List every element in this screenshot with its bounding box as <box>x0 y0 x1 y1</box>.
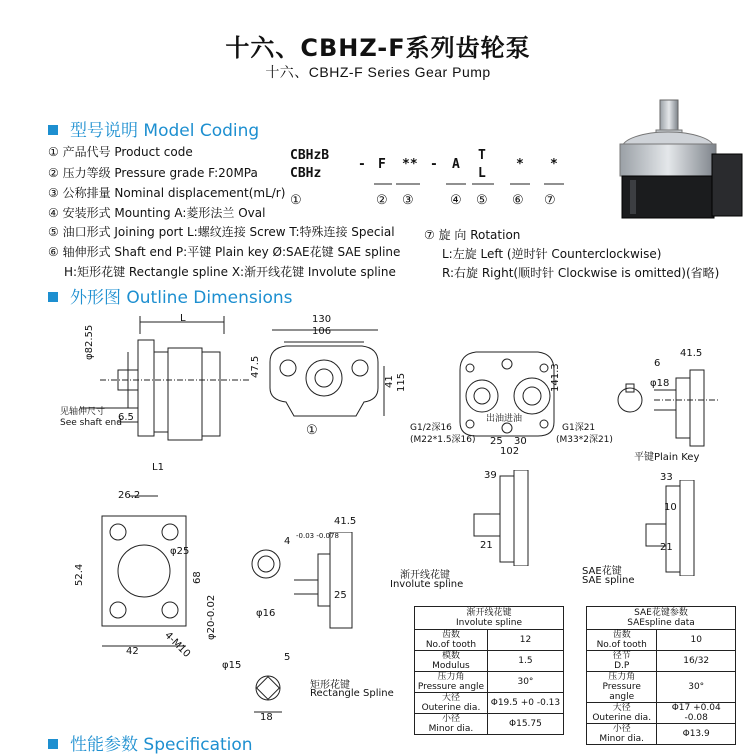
param-cn: 大径 <box>612 703 631 713</box>
table-header <box>587 607 736 630</box>
table-cell <box>587 724 657 745</box>
coding-item-1: ① 产品代号 Product code <box>48 145 193 159</box>
param-value: 10 <box>657 630 736 651</box>
table-cell <box>587 651 657 672</box>
rectangle-spline-drawing <box>240 658 300 718</box>
code-dash-1: - <box>358 157 366 172</box>
dim-key-6: 6 <box>654 358 661 369</box>
dim-s20: φ20-0.02 <box>206 594 217 640</box>
param-en: No.of tooth <box>596 640 647 650</box>
table-cell <box>415 693 488 714</box>
table-cell <box>415 630 488 651</box>
dim-4-M10: 4-M10 <box>162 630 193 660</box>
table-header-en: Involute spline <box>456 618 522 628</box>
coding-item-5: ⑤ 油口形式 Joining port L:螺纹连接 Screw T:特殊连接 Special <box>48 225 395 239</box>
dim-25: 25 <box>490 436 503 447</box>
table-row <box>415 672 564 693</box>
bullet-square-icon <box>48 739 58 749</box>
involute-label-en: Involute spline <box>390 579 464 590</box>
bullet-square-icon <box>48 125 58 135</box>
involute-spline-drawing <box>234 532 374 632</box>
param-value: Φ15.75 <box>487 714 563 735</box>
port-view-drawing <box>452 340 562 444</box>
table-header-row <box>415 607 564 630</box>
dim-v39: 39 <box>484 470 497 481</box>
param-value: Φ19.5 +0 -0.13 <box>487 693 563 714</box>
sae-shaft-drawing <box>636 480 706 576</box>
port-left-label-2: (M22*1.5深16) <box>410 435 476 445</box>
dim-key-41-5: 41.5 <box>680 348 703 359</box>
dim-s25: 25 <box>334 590 347 601</box>
table-row <box>587 672 736 703</box>
plain-key-label: 平键Plain Key <box>634 452 700 463</box>
code-star-7: * <box>550 157 558 172</box>
dim-v10: 10 <box>664 502 677 513</box>
sae-label-en: SAE spline <box>582 575 635 586</box>
table-cell <box>587 672 657 703</box>
param-cn: 齿数 <box>441 630 460 640</box>
port-right-label: G1深21 <box>562 423 596 433</box>
dim-130: 130 <box>312 314 332 325</box>
dim-s4: 4 <box>284 536 291 547</box>
dim-v21: 21 <box>480 540 493 551</box>
involute-spline-table <box>414 606 564 735</box>
coding-item-6b: H:矩形花键 Rectangle spline X:渐开线花键 Involute spline <box>64 265 396 279</box>
table-cell <box>415 672 488 693</box>
sae-spline-table <box>586 606 736 745</box>
rotation-right: R:右旋 Right(顺时针 Clockwise is omitted)(省略) <box>442 266 720 280</box>
dim-42: 42 <box>126 646 139 657</box>
param-cn: 径节 <box>612 651 631 661</box>
table-header <box>415 607 564 630</box>
param-cn: 压力角 <box>437 672 465 682</box>
param-en: Pressure angle <box>602 682 641 702</box>
code-underlines <box>284 172 574 192</box>
code-num-3: ③ <box>402 192 414 207</box>
param-cn: 模数 <box>441 651 460 661</box>
table-header-cn: 渐开线花键 <box>466 608 512 618</box>
table-row <box>587 651 736 672</box>
spec-heading-text: 性能参数 Specification <box>70 735 253 755</box>
param-cn: 小径 <box>612 724 631 734</box>
gear-pump-photo <box>612 96 748 222</box>
page-title: 十六、CBHZ-F系列齿轮泵 <box>225 34 531 62</box>
table-row <box>415 714 564 735</box>
param-cn: 压力角 <box>608 672 636 682</box>
param-cn: 齿数 <box>612 630 631 640</box>
dim-52-4: 52.4 <box>74 563 85 586</box>
dim-s16: φ16 <box>256 608 276 619</box>
port-left-label: G1/2深16 <box>410 423 452 433</box>
param-en: No.of tooth <box>425 640 477 650</box>
table-row <box>587 703 736 724</box>
param-en: Outerine dia. <box>421 703 481 713</box>
port-right-label-2: (M33*2深21) <box>556 435 613 445</box>
spec-heading <box>48 730 253 755</box>
code-dash-2: - <box>430 157 438 172</box>
involute-shaft-drawing <box>470 470 540 566</box>
model-coding-heading-text: 型号说明 Model Coding <box>70 121 260 141</box>
involute-label-cn: 渐开线花键 <box>400 570 450 581</box>
param-cn: 大径 <box>441 693 460 703</box>
table-header-row <box>587 607 736 630</box>
table-cell <box>415 651 488 672</box>
dim-s4-tol: -0.03 -0.078 <box>296 532 339 540</box>
param-value: 30° <box>487 672 563 693</box>
dim-141-3: 141.3 <box>550 363 561 392</box>
param-en: D.P <box>614 661 630 671</box>
coding-item-2: ② 压力等级 Pressure grade F:20MPa <box>48 166 258 180</box>
table-header-cn: SAE花键参数 <box>634 608 688 618</box>
table-row <box>415 651 564 672</box>
code-l: L <box>478 166 486 181</box>
table-header-en: SAEspline data <box>627 618 695 628</box>
code-stars: ** <box>402 157 418 172</box>
param-en: Pressure angle <box>417 682 485 692</box>
dim-115: 115 <box>396 372 407 392</box>
param-cn: 小径 <box>441 714 460 724</box>
outline-heading <box>48 283 293 308</box>
bullet-square-icon <box>48 292 58 302</box>
dim-L: L <box>180 313 186 324</box>
rect-label-cn: 矩形花键 <box>310 680 350 691</box>
param-value: 30° <box>657 672 736 703</box>
param-value: 16/32 <box>657 651 736 672</box>
table-cell <box>587 703 657 724</box>
dim-47-5: 47.5 <box>250 355 261 378</box>
page-subtitle: 十六、CBHZ-F Series Gear Pump <box>265 64 491 80</box>
dim-s41-5: 41.5 <box>334 516 357 527</box>
dim-102: 102 <box>500 446 520 457</box>
table-cell <box>587 630 657 651</box>
rotation-left: L:左旋 Left (逆时针 Counterclockwise) <box>442 247 662 261</box>
dim-41: 41 <box>384 375 395 388</box>
code-f: F <box>378 157 386 172</box>
see-shaft-cn: 见轴伸尺寸 <box>60 407 106 417</box>
dim-30: 30 <box>514 436 527 447</box>
outline-heading-text: 外形图 Outline Dimensions <box>70 288 293 308</box>
rect-label-en: Rectangle Spline <box>310 688 394 699</box>
dim-r18: 18 <box>260 712 273 723</box>
rotation-title: ⑦ 旋 向 Rotation <box>424 228 521 242</box>
dim-r15: φ15 <box>222 660 242 671</box>
table-cell <box>415 714 488 735</box>
see-shaft-en: See shaft end <box>60 418 122 428</box>
dim-26-2: 26.2 <box>118 490 141 501</box>
table-row <box>415 693 564 714</box>
code-num-7: ⑦ <box>544 192 556 207</box>
model-coding-heading <box>48 116 259 141</box>
view-num-1: ① <box>306 422 318 437</box>
param-en: Minor dia. <box>599 734 645 744</box>
code-num-5: ⑤ <box>476 192 488 207</box>
param-en: Modulus <box>432 661 470 671</box>
flange-view-drawing <box>96 476 192 662</box>
dim-6-5: 6.5 <box>118 412 134 423</box>
dim-key-18: φ18 <box>650 378 670 389</box>
param-value: Φ13.9 <box>657 724 736 745</box>
dim-phi25: φ25 <box>170 546 190 557</box>
coding-item-6: ⑥ 轴伸形式 Shaft end P:平键 Plain key Ø:SAE花键 SAE spline <box>48 245 401 259</box>
table-row <box>415 630 564 651</box>
plain-key-drawing <box>610 356 722 448</box>
table-row <box>587 630 736 651</box>
param-en: Outerine dia. <box>592 713 652 723</box>
port-out-label: 出油进油 <box>486 414 523 424</box>
code-num-4: ④ <box>450 192 462 207</box>
code-a: A <box>452 157 460 172</box>
table-row <box>587 724 736 745</box>
param-value: 1.5 <box>487 651 563 672</box>
dim-L1: L1 <box>152 462 164 473</box>
code-num-2: ② <box>376 192 388 207</box>
sae-label-cn: SAE花键 <box>582 566 622 577</box>
dim-106: 106 <box>312 326 332 337</box>
code-num-1: ① <box>290 192 302 207</box>
code-star-6: * <box>516 157 524 172</box>
code-num-6: ⑥ <box>512 192 524 207</box>
param-en: Minor dia. <box>428 724 474 734</box>
coding-item-4: ④ 安装形式 Mounting A:菱形法兰 Oval <box>48 206 266 220</box>
code-t: T <box>478 148 486 163</box>
dim-d8255: φ82.55 <box>84 324 95 360</box>
dim-v33: 33 <box>660 472 673 483</box>
code-line-2: CBHz <box>290 166 322 181</box>
dim-68: 68 <box>192 571 203 584</box>
dim-r5: 5 <box>284 652 291 663</box>
dim-v21b: 21 <box>660 542 673 553</box>
code-line-1: CBHzB <box>290 148 330 163</box>
param-value: 12 <box>487 630 563 651</box>
coding-item-3: ③ 公称排量 Nominal displacement(mL/r) <box>48 186 286 200</box>
param-value: Φ17 +0.04 -0.08 <box>657 703 736 724</box>
